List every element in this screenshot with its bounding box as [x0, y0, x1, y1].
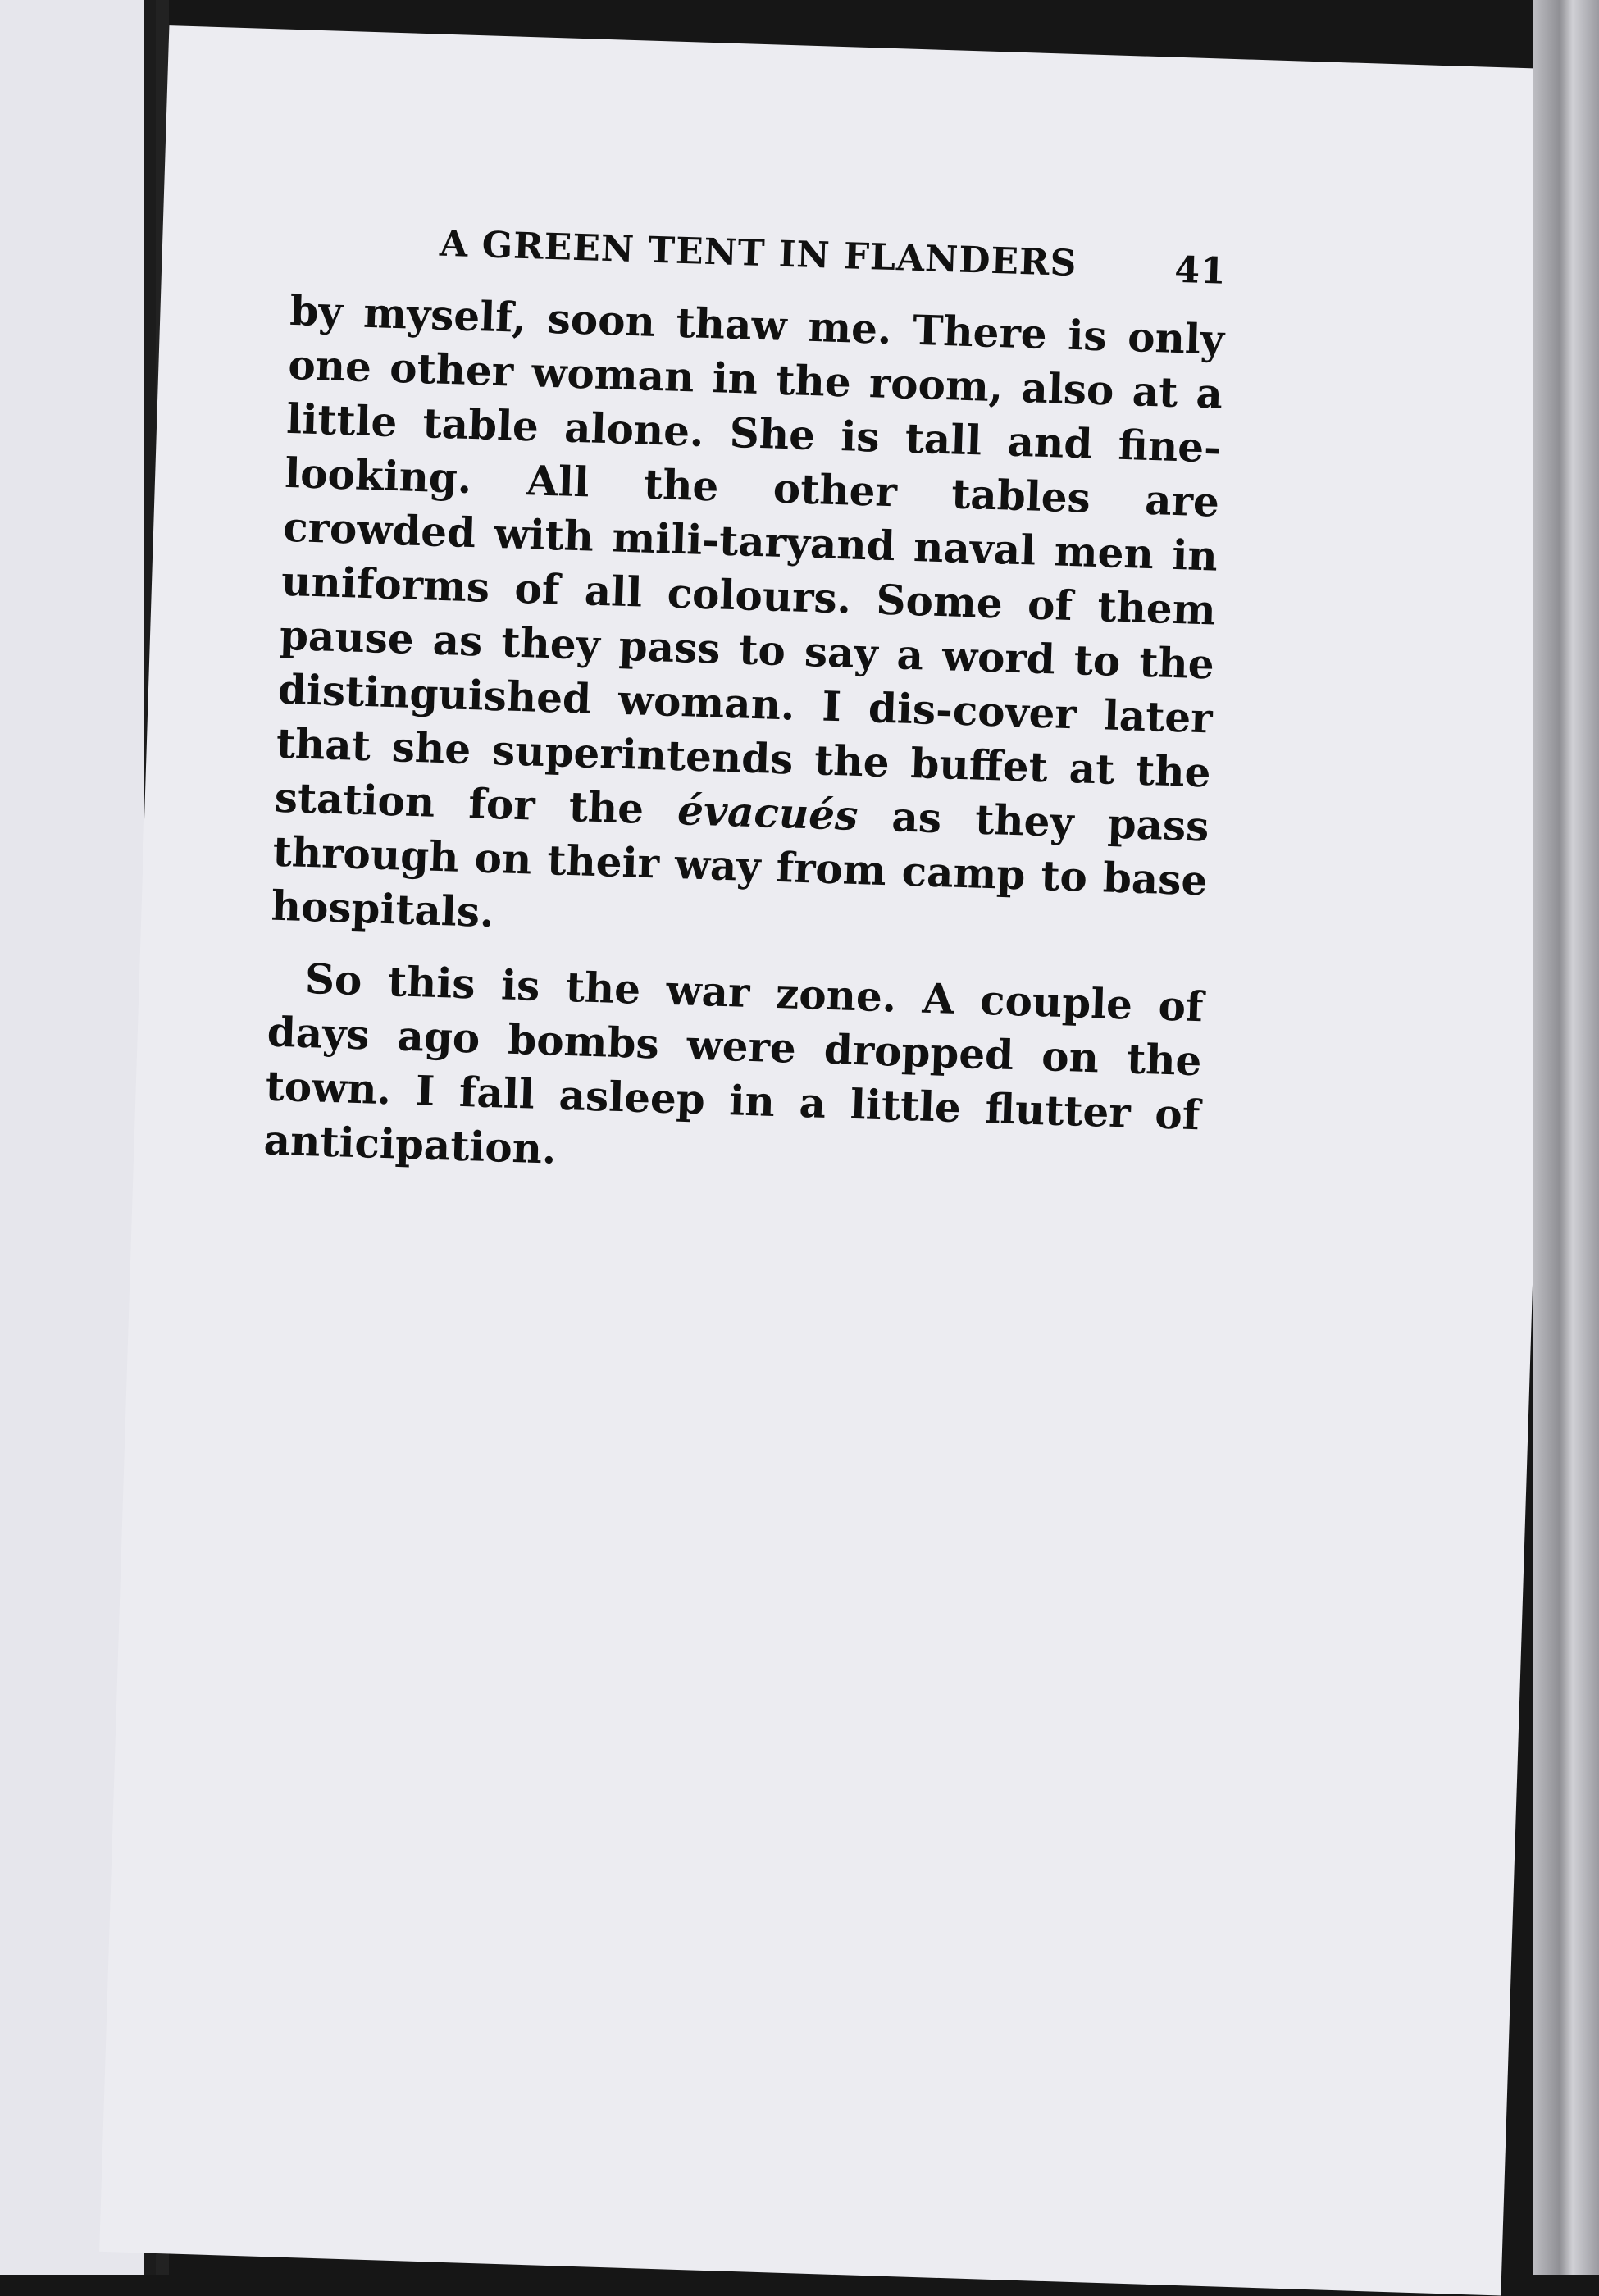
page-number: 41	[1173, 248, 1228, 293]
text-block	[263, 218, 1228, 1196]
paragraph-1-emphasis: évacués	[676, 786, 859, 840]
book-page	[99, 25, 1570, 2295]
page-edge	[1533, 0, 1599, 2275]
running-head-title: A GREEN TENT IN FLANDERS	[439, 222, 1078, 285]
paragraph-2: So this is the war zone. A couple of days ago bombs were dropped on the town. I fall asleep in a little flutter of anticipation.	[262, 954, 1205, 1173]
paragraph-1-text-after: as they pass through on their way from camp to base hospitals.	[270, 791, 1210, 937]
paragraph-1	[271, 284, 1225, 962]
paragraph-1-text-before: by myself, soon thaw me. There is only one other woman in the room, also at a little table alone. She is tall and fine-looking. All the other tables are crowded with mili-taryand naval men in uniforms of all colours. Some of them pause as they pass to say a word to the distinguished woman. I dis-cover later that she superintends the buffet at the station for the	[274, 285, 1225, 835]
